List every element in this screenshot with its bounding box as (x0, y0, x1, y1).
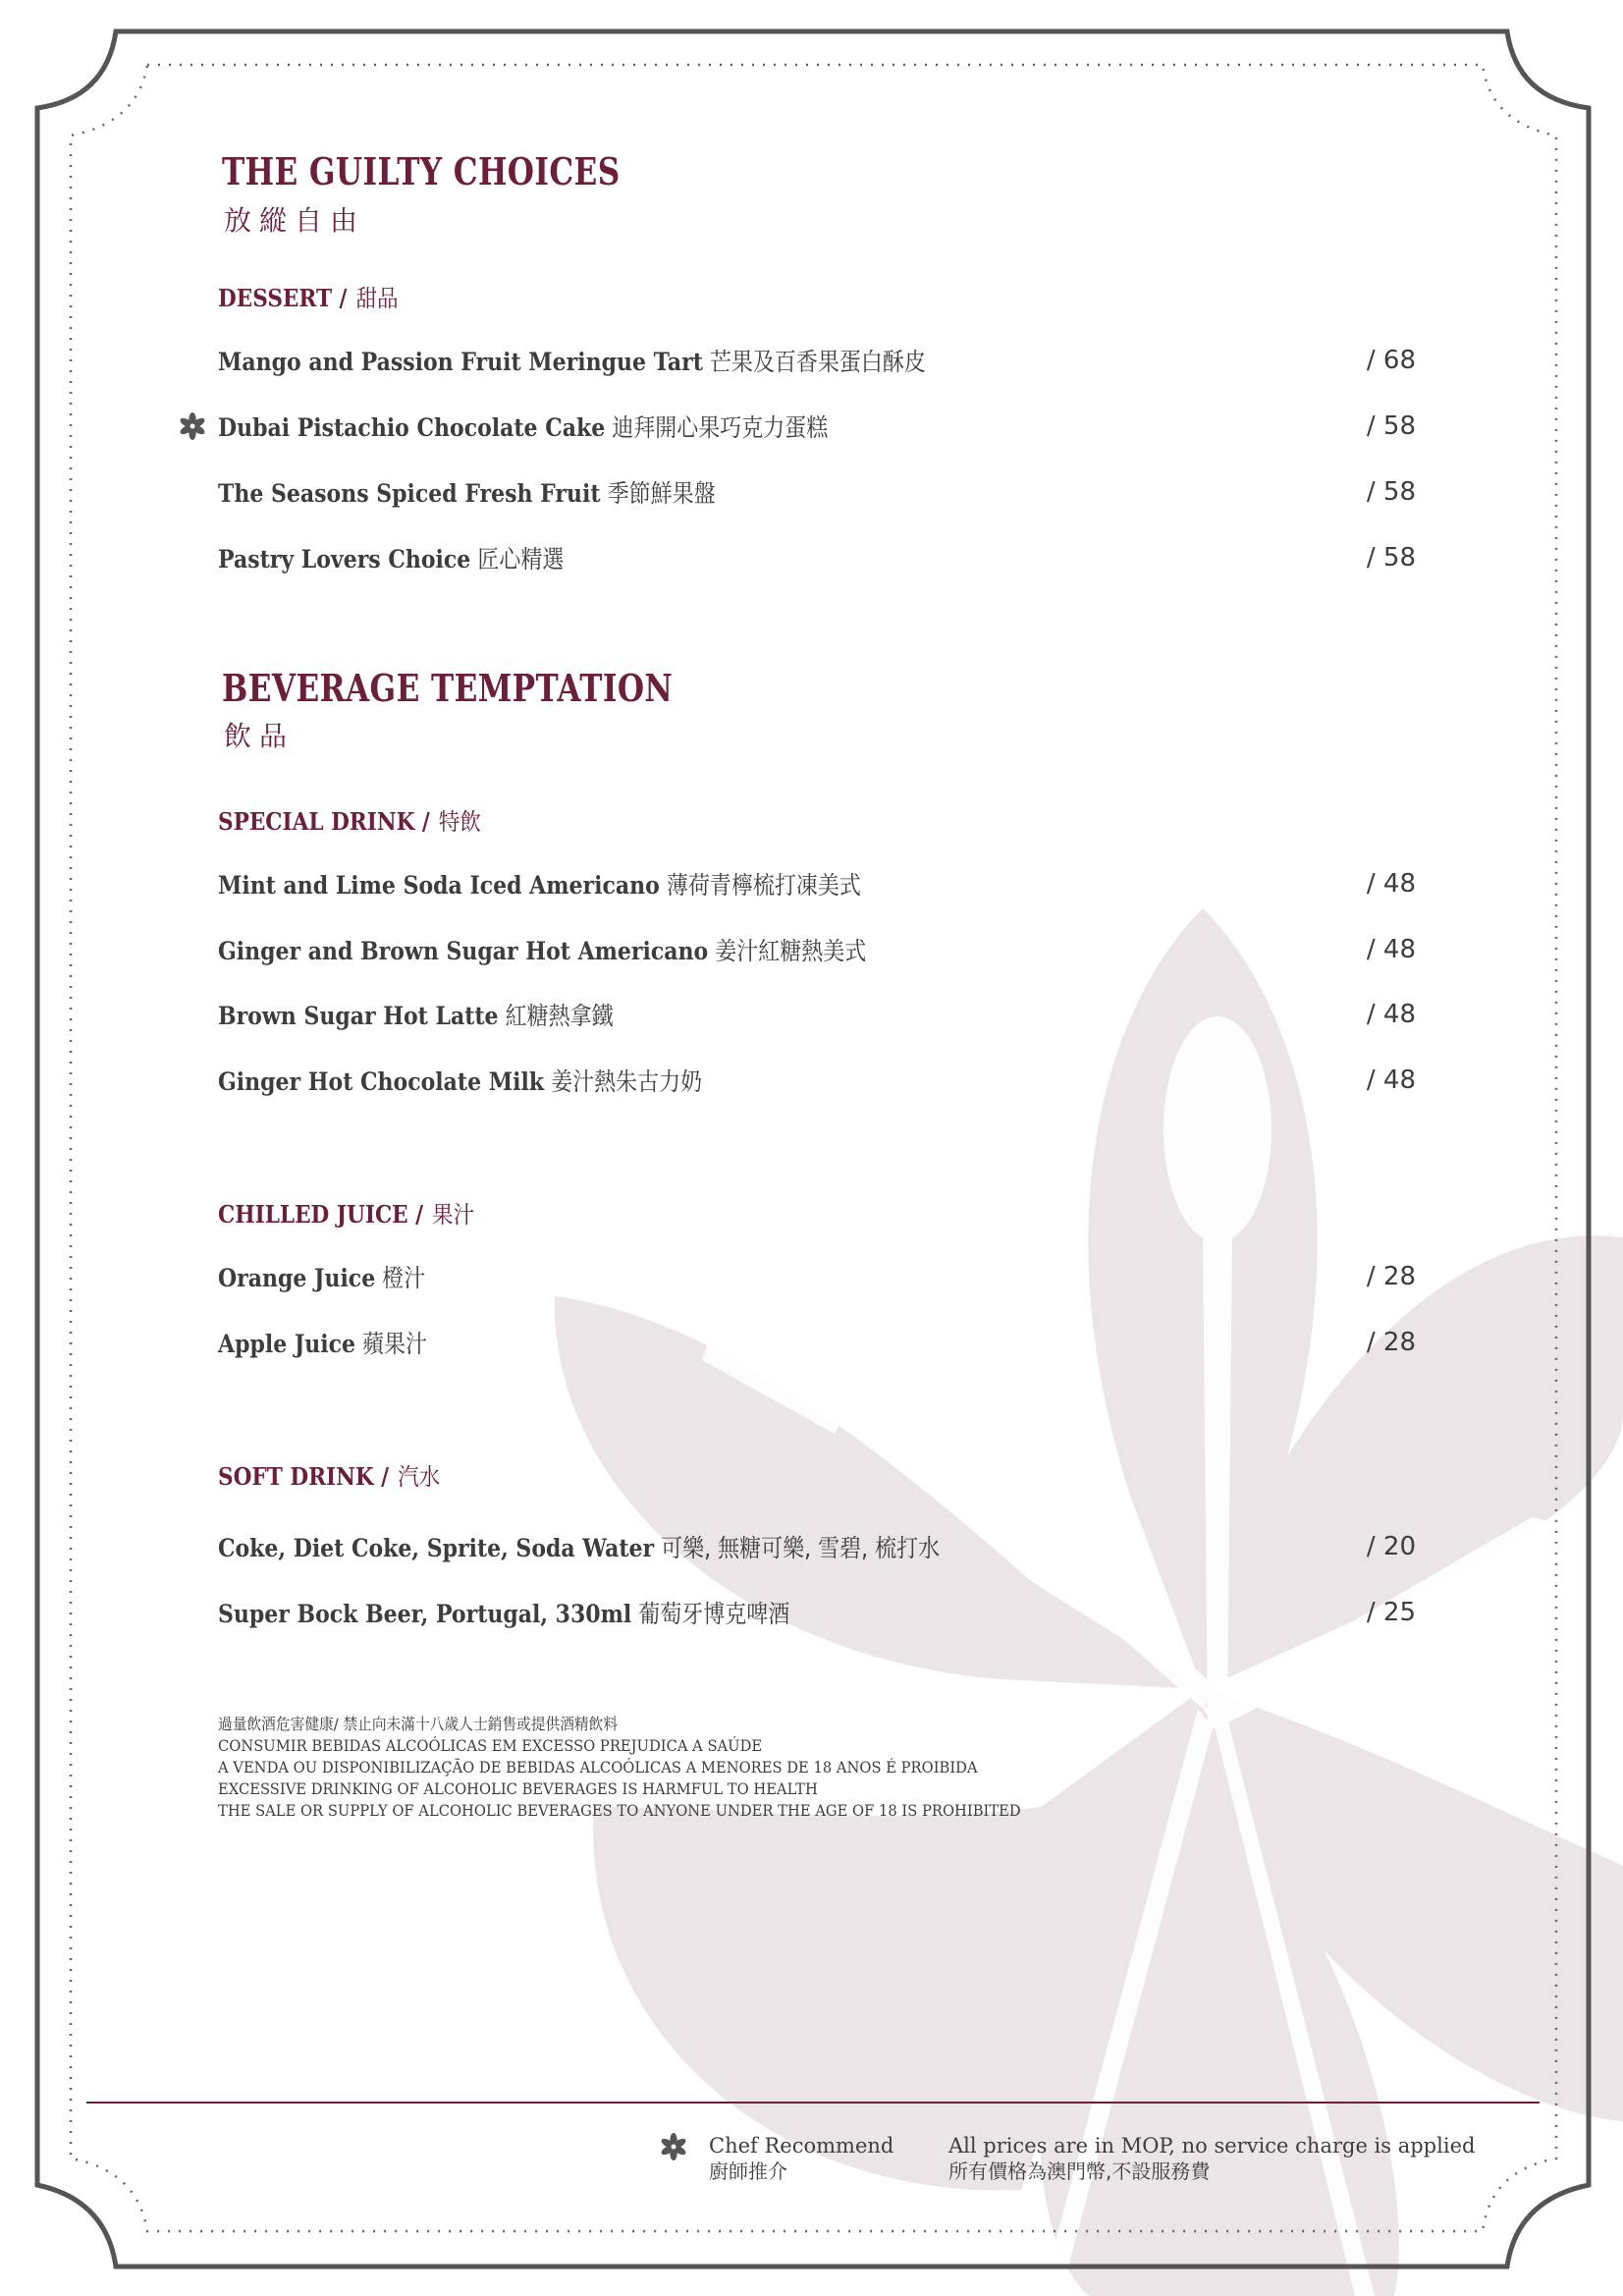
item-name: Coke, Diet Coke, Sprite, Soda Water 可樂, 無糖可樂, 雪碧, 梳打水 (218, 1534, 941, 1562)
item-name: Orange Juice 橙汁 (218, 1264, 426, 1292)
item-name: The Seasons Spiced Fresh Fruit 季節鮮果盤 (218, 479, 716, 508)
section-title-beverage-temptation: BEVERAGE TEMPTATION (222, 666, 674, 710)
disclaimer-line: 過量飲酒危害健康/ 禁止向未滿十八歲人士銷售或提供酒精飲料 (218, 1715, 619, 1733)
category-soft-drink (218, 1457, 440, 1492)
menu-item (218, 930, 1416, 969)
alcohol-disclaimer (218, 1714, 1021, 1822)
item-price: / 58 (1366, 477, 1416, 507)
section-subtitle-beverage-temptation: 飲品 (224, 720, 296, 752)
category-label-zh: 特飲 (438, 808, 481, 836)
item-price: / 58 (1366, 543, 1416, 573)
menu-item (218, 1527, 1416, 1566)
item-name: Ginger and Brown Sugar Hot Americano 姜汁紅糖熱美式 (218, 937, 867, 965)
category-label: DESSERT / (218, 284, 348, 312)
item-name: Mango and Passion Fruit Meringue Tart 芒果及百香果蛋白酥皮 (218, 348, 926, 376)
category-special-drink (218, 802, 481, 837)
chef-recommend-label-zh: 廚師推介 (709, 2159, 787, 2183)
flower-star-icon (179, 412, 206, 440)
price-note-text-zh: 所有價格為澳門幣,不設服務費 (948, 2159, 1211, 2183)
item-price: / 48 (1366, 1066, 1416, 1095)
category-label-zh: 甜品 (355, 285, 399, 312)
menu-item-chef-recommend (218, 407, 1416, 446)
chef-recommend-label: Chef Recommend (709, 2134, 894, 2158)
flower-star-icon (660, 2133, 687, 2160)
category-label: SPECIAL DRINK / (218, 807, 430, 836)
item-name: Brown Sugar Hot Latte 紅糖熱拿鐵 (218, 1002, 614, 1030)
item-price: / 28 (1366, 1328, 1416, 1357)
item-price: / 48 (1366, 935, 1416, 964)
price-note (948, 2133, 1475, 2184)
disclaimer-line: CONSUMIR BEBIDAS ALCOÓLICAS EM EXCESSO PREJUDICA A SAÚDE (218, 1736, 763, 1755)
disclaimer-line: EXCESSIVE DRINKING OF ALCOHOLIC BEVERAGES IS HARMFUL TO HEALTH (218, 1779, 818, 1798)
menu-item (218, 472, 1416, 512)
footer-divider (86, 2102, 1540, 2104)
item-price: / 20 (1366, 1532, 1416, 1561)
disclaimer-line: A VENDA OU DISPONIBILIZAÇÃO DE BEBIDAS ALCOÓLICAS A MENORES DE 18 ANOS É PROIBIDA (218, 1758, 978, 1777)
menu-item (218, 1257, 1416, 1296)
menu-item (218, 1061, 1416, 1100)
category-dessert (218, 279, 399, 313)
item-name: Pastry Lovers Choice 匠心精選 (218, 545, 565, 574)
menu-item (218, 995, 1416, 1034)
item-price: / 68 (1366, 346, 1416, 375)
chef-recommend-legend (709, 2133, 893, 2184)
section-subtitle-guilty-choices: 放縱自由 (224, 204, 366, 237)
menu-item (218, 864, 1416, 903)
item-price: / 28 (1366, 1262, 1416, 1291)
category-label-zh: 果汁 (432, 1201, 475, 1229)
menu-item (218, 341, 1416, 380)
menu-item (218, 1593, 1416, 1632)
item-name: Mint and Lime Soda Iced Americano 薄荷青檸梳打凍美式 (218, 871, 861, 900)
section-title-guilty-choices: THE GUILTY CHOICES (222, 149, 621, 193)
item-name: Super Bock Beer, Portugal, 330ml 葡萄牙博克啤酒 (218, 1600, 790, 1628)
disclaimer-line: THE SALE OR SUPPLY OF ALCOHOLIC BEVERAGES TO ANYONE UNDER THE AGE OF 18 IS PROHIBITED (218, 1801, 1021, 1820)
category-label: SOFT DRINK / (218, 1462, 390, 1491)
category-label-zh: 汽水 (398, 1463, 441, 1491)
category-chilled-juice (218, 1195, 474, 1230)
item-name: Apple Juice 蘋果汁 (218, 1330, 428, 1358)
item-price: / 25 (1366, 1598, 1416, 1627)
item-name: Ginger Hot Chocolate Milk 姜汁熱朱古力奶 (218, 1067, 703, 1096)
item-price: / 48 (1366, 869, 1416, 899)
item-price: / 58 (1366, 411, 1416, 441)
price-note-text: All prices are in MOP, no service charge is applied (948, 2134, 1476, 2158)
category-label: CHILLED JUICE / (218, 1200, 424, 1229)
menu-item (218, 1323, 1416, 1362)
item-name: Dubai Pistachio Chocolate Cake 迪拜開心果巧克力蛋糕 (218, 413, 829, 442)
item-price: / 48 (1366, 1000, 1416, 1029)
menu-item (218, 538, 1416, 577)
